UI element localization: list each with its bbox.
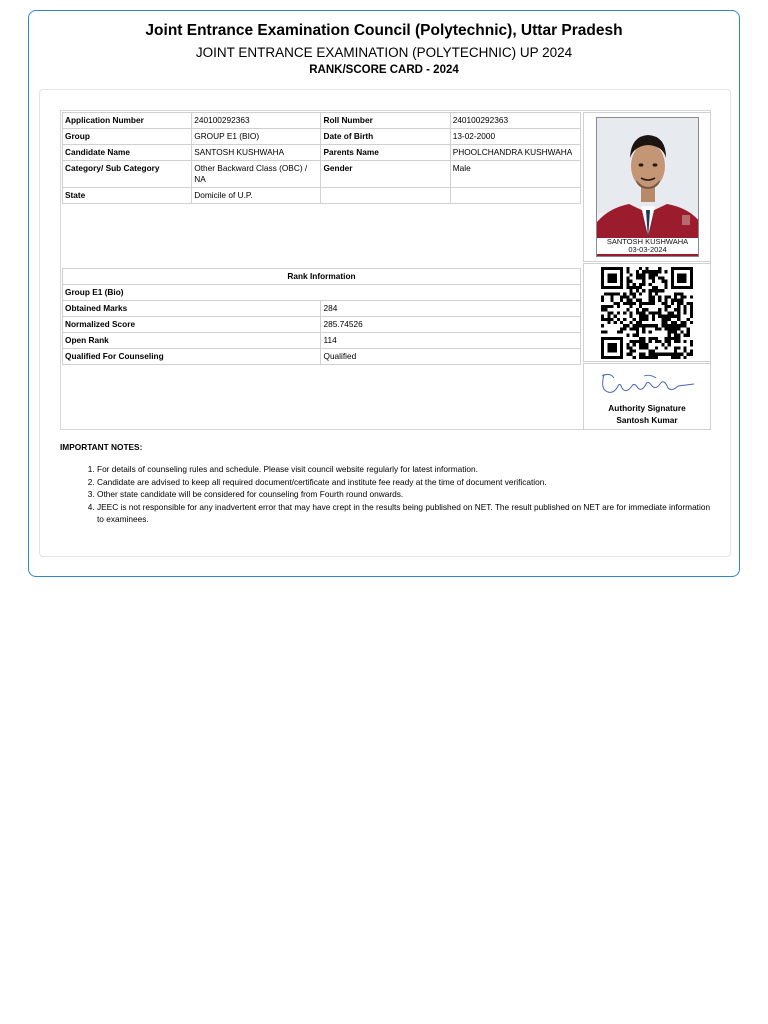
parents-name-label: Parents Name (321, 145, 450, 161)
details-frame (60, 110, 711, 430)
parents-name-value: PHOOLCHANDRA KUSHWAHA (450, 145, 580, 161)
candidate-photo (596, 117, 699, 257)
state-value: Domicile of U.P. (192, 188, 321, 204)
table-row (63, 301, 581, 317)
open-rank-value: 114 (321, 333, 581, 349)
gender-label: Gender (321, 161, 450, 188)
table-row (63, 269, 581, 285)
roll-number-value: 240100292363 (450, 113, 580, 129)
photo-caption-date: 03-03-2024 (628, 245, 667, 254)
state-label: State (63, 188, 192, 204)
rank-info-heading: Rank Information (63, 269, 581, 285)
application-number-value: 240100292363 (192, 113, 321, 129)
table-row (63, 145, 581, 161)
photo-cell (583, 112, 711, 262)
group-label: Group (63, 129, 192, 145)
notes-list (89, 463, 719, 526)
candidate-name-value: SANTOSH KUSHWAHA (192, 145, 321, 161)
exam-title: JOINT ENTRANCE EXAMINATION (POLYTECHNIC) UP 2024 (195, 45, 573, 60)
empty-cell (450, 188, 580, 204)
table-row (63, 349, 581, 365)
score-card (28, 10, 740, 577)
obtained-marks-label: Obtained Marks (63, 301, 321, 317)
category-value: Other Backward Class (OBC) / NA (192, 161, 321, 188)
rank-group-heading: Group E1 (Bio) (63, 285, 581, 301)
table-row (63, 317, 581, 333)
qualified-value: Qualified (321, 349, 581, 365)
candidate-name-label: Candidate Name (63, 145, 192, 161)
notes-title: IMPORTANT NOTES: (60, 442, 143, 452)
qr-code-icon (601, 267, 693, 359)
signature-cell (583, 363, 711, 430)
signature-image (584, 364, 712, 400)
open-rank-label: Open Rank (63, 333, 321, 349)
table-row (63, 129, 581, 145)
photo-caption-name: SANTOSH KUSHWAHA (606, 237, 689, 246)
category-label: Category/ Sub Category (63, 161, 192, 188)
normalized-score-label: Normalized Score (63, 317, 321, 333)
list-item: 2. Candidate are advised to keep all required document/certificate and institute fee ready at the time of document verification. (97, 476, 719, 489)
signature-label (584, 402, 710, 426)
qr-cell (583, 263, 711, 362)
card-body (39, 89, 731, 557)
dob-value: 13-02-2000 (450, 129, 580, 145)
authority-signature-label: Authority Signature (608, 403, 686, 413)
qualified-label: Qualified For Counseling (63, 349, 321, 365)
table-row (63, 285, 581, 301)
card-title: RANK/SCORE CARD - 2024 (309, 64, 459, 76)
group-value: GROUP E1 (BIO) (192, 129, 321, 145)
normalized-score-value: 285.74526 (321, 317, 581, 333)
list-item: 1. For details of counseling rules and schedule. Please visit council website regularly for latest information. (97, 463, 719, 476)
rank-info-table (62, 268, 581, 365)
list-item: 4. JEEC is not responsible for any inadvertent error that may have crept in the results being published on NET. The result published on NET are for immediate information to examinees. (97, 501, 719, 526)
table-row (63, 333, 581, 349)
table-row (63, 161, 581, 188)
table-row (63, 113, 581, 129)
roll-number-label: Roll Number (321, 113, 450, 129)
obtained-marks-value: 284 (321, 301, 581, 317)
authority-name: Santosh Kumar (616, 415, 678, 425)
photo-caption (597, 238, 698, 254)
dob-label: Date of Birth (321, 129, 450, 145)
application-number-label: Application Number (63, 113, 192, 129)
candidate-info-table (62, 112, 581, 204)
table-row (63, 188, 581, 204)
gender-value: Male (450, 161, 580, 188)
list-item: 3. Other state candidate will be considered for counseling from Fourth round onwards. (97, 488, 719, 501)
empty-cell (321, 188, 450, 204)
council-title: Joint Entrance Examination Council (Polytechnic), Uttar Pradesh (145, 22, 623, 39)
